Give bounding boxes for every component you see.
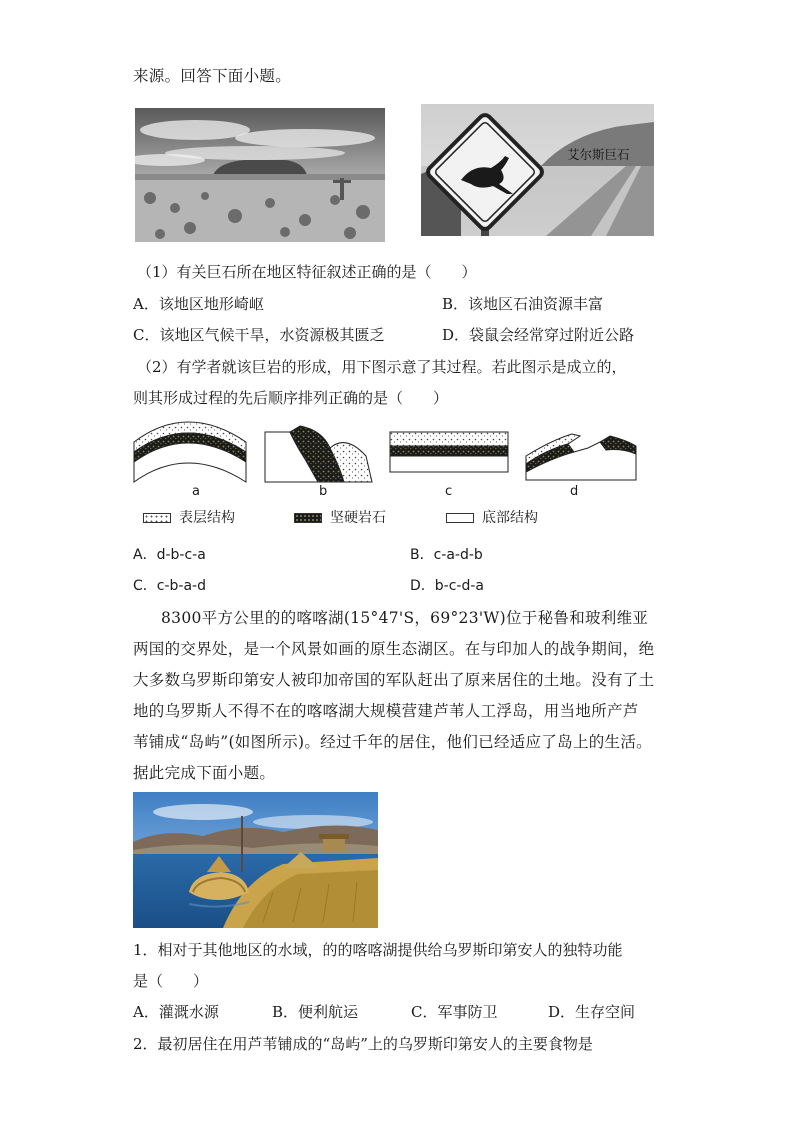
legend-hard-swatch bbox=[294, 513, 322, 523]
uluru-label: 艾尔斯巨石 bbox=[567, 147, 630, 162]
q2-option-d: D．b-c-d-a bbox=[410, 578, 484, 594]
q4-stem: 2．最初居住在用芦苇铺成的“岛屿”上的乌罗斯印第安人的主要食物是 bbox=[133, 1035, 593, 1053]
passage-line-5: 苇铺成“岛屿”(如图所示)。经过千年的居住，他们已经适应了岛上的生活。 bbox=[133, 733, 652, 751]
q1-option-d: D．袋鼠会经常穿过附近公路 bbox=[442, 326, 635, 344]
legend-hard-label: 坚硬岩石 bbox=[330, 510, 386, 526]
rock-formation-diagrams bbox=[132, 420, 652, 488]
legend-surface-swatch bbox=[143, 513, 171, 523]
q1-option-c: C．该地区气候干旱，水资源极其匮乏 bbox=[133, 326, 385, 344]
passage-line-1: 8300平方公里的的喀喀湖(15°47'S，69°23'W)位于秘鲁和玻利维亚 bbox=[161, 609, 649, 627]
diagram-label-c: c bbox=[445, 484, 453, 499]
passage-line-6: 据此完成下面小题。 bbox=[133, 764, 276, 782]
q1-option-b: B．该地区石油资源丰富 bbox=[442, 295, 604, 313]
legend-base-swatch bbox=[446, 513, 474, 523]
legend-hard bbox=[294, 508, 386, 528]
passage-line-3: 大多数乌罗斯印第安人被印加帝国的军队赶出了原来居住的土地。没有了土 bbox=[133, 671, 655, 689]
legend-base bbox=[446, 508, 538, 528]
diagram-a bbox=[134, 422, 246, 482]
q1-stem: （1）有关巨石所在地区特征叙述正确的是（ ） bbox=[137, 263, 477, 281]
uluru-landscape-photo bbox=[135, 108, 385, 242]
diagram-label-a: a bbox=[192, 484, 200, 499]
titicaca-reed-island-photo bbox=[133, 792, 378, 928]
q2-stem-line1: （2）有学者就该巨岩的形成，用下图示意了其过程。若此图示是成立的， bbox=[137, 358, 627, 376]
q2-option-b: B．c-a-d-b bbox=[410, 547, 483, 563]
diagram-label-b: b bbox=[319, 484, 328, 499]
q3-stem-line2: 是（ ） bbox=[133, 972, 209, 990]
legend-surface bbox=[143, 508, 235, 528]
passage-line-2: 两国的交界处，是一个风景如画的原生态湖区。在与印加人的战争期间，绝 bbox=[133, 640, 655, 658]
q3-option-a: A．灌溉水源 bbox=[133, 1003, 219, 1021]
q3-stem-line1: 1．相对于其他地区的水域，的的喀喀湖提供给乌罗斯印第安人的独特功能 bbox=[133, 941, 623, 959]
diagram-d bbox=[526, 434, 636, 480]
q3-option-d: D．生存空间 bbox=[548, 1003, 636, 1021]
q1-option-a: A．该地区地形崎岖 bbox=[133, 295, 264, 313]
legend-surface-label: 表层结构 bbox=[179, 510, 235, 526]
q3-option-c: C．军事防卫 bbox=[411, 1003, 498, 1021]
q2-option-a: A．d-b-c-a bbox=[133, 547, 206, 563]
legend-base-label: 底部结构 bbox=[482, 510, 538, 526]
kangaroo-sign-photo bbox=[421, 104, 654, 236]
diagram-b bbox=[265, 426, 372, 482]
intro-text: 来源。回答下面小题。 bbox=[133, 67, 292, 85]
q2-stem-line2: 则其形成过程的先后顺序排列正确的是（ ） bbox=[133, 389, 449, 407]
passage-line-4: 地的乌罗斯人不得不在的喀喀湖大规模营建芦苇人工浮岛，用当地所产芦 bbox=[133, 702, 639, 720]
diagram-c bbox=[390, 432, 508, 472]
q2-option-c: C．c-b-a-d bbox=[133, 578, 206, 594]
q3-option-b: B．便利航运 bbox=[272, 1003, 359, 1021]
diagram-label-d: d bbox=[570, 484, 579, 499]
